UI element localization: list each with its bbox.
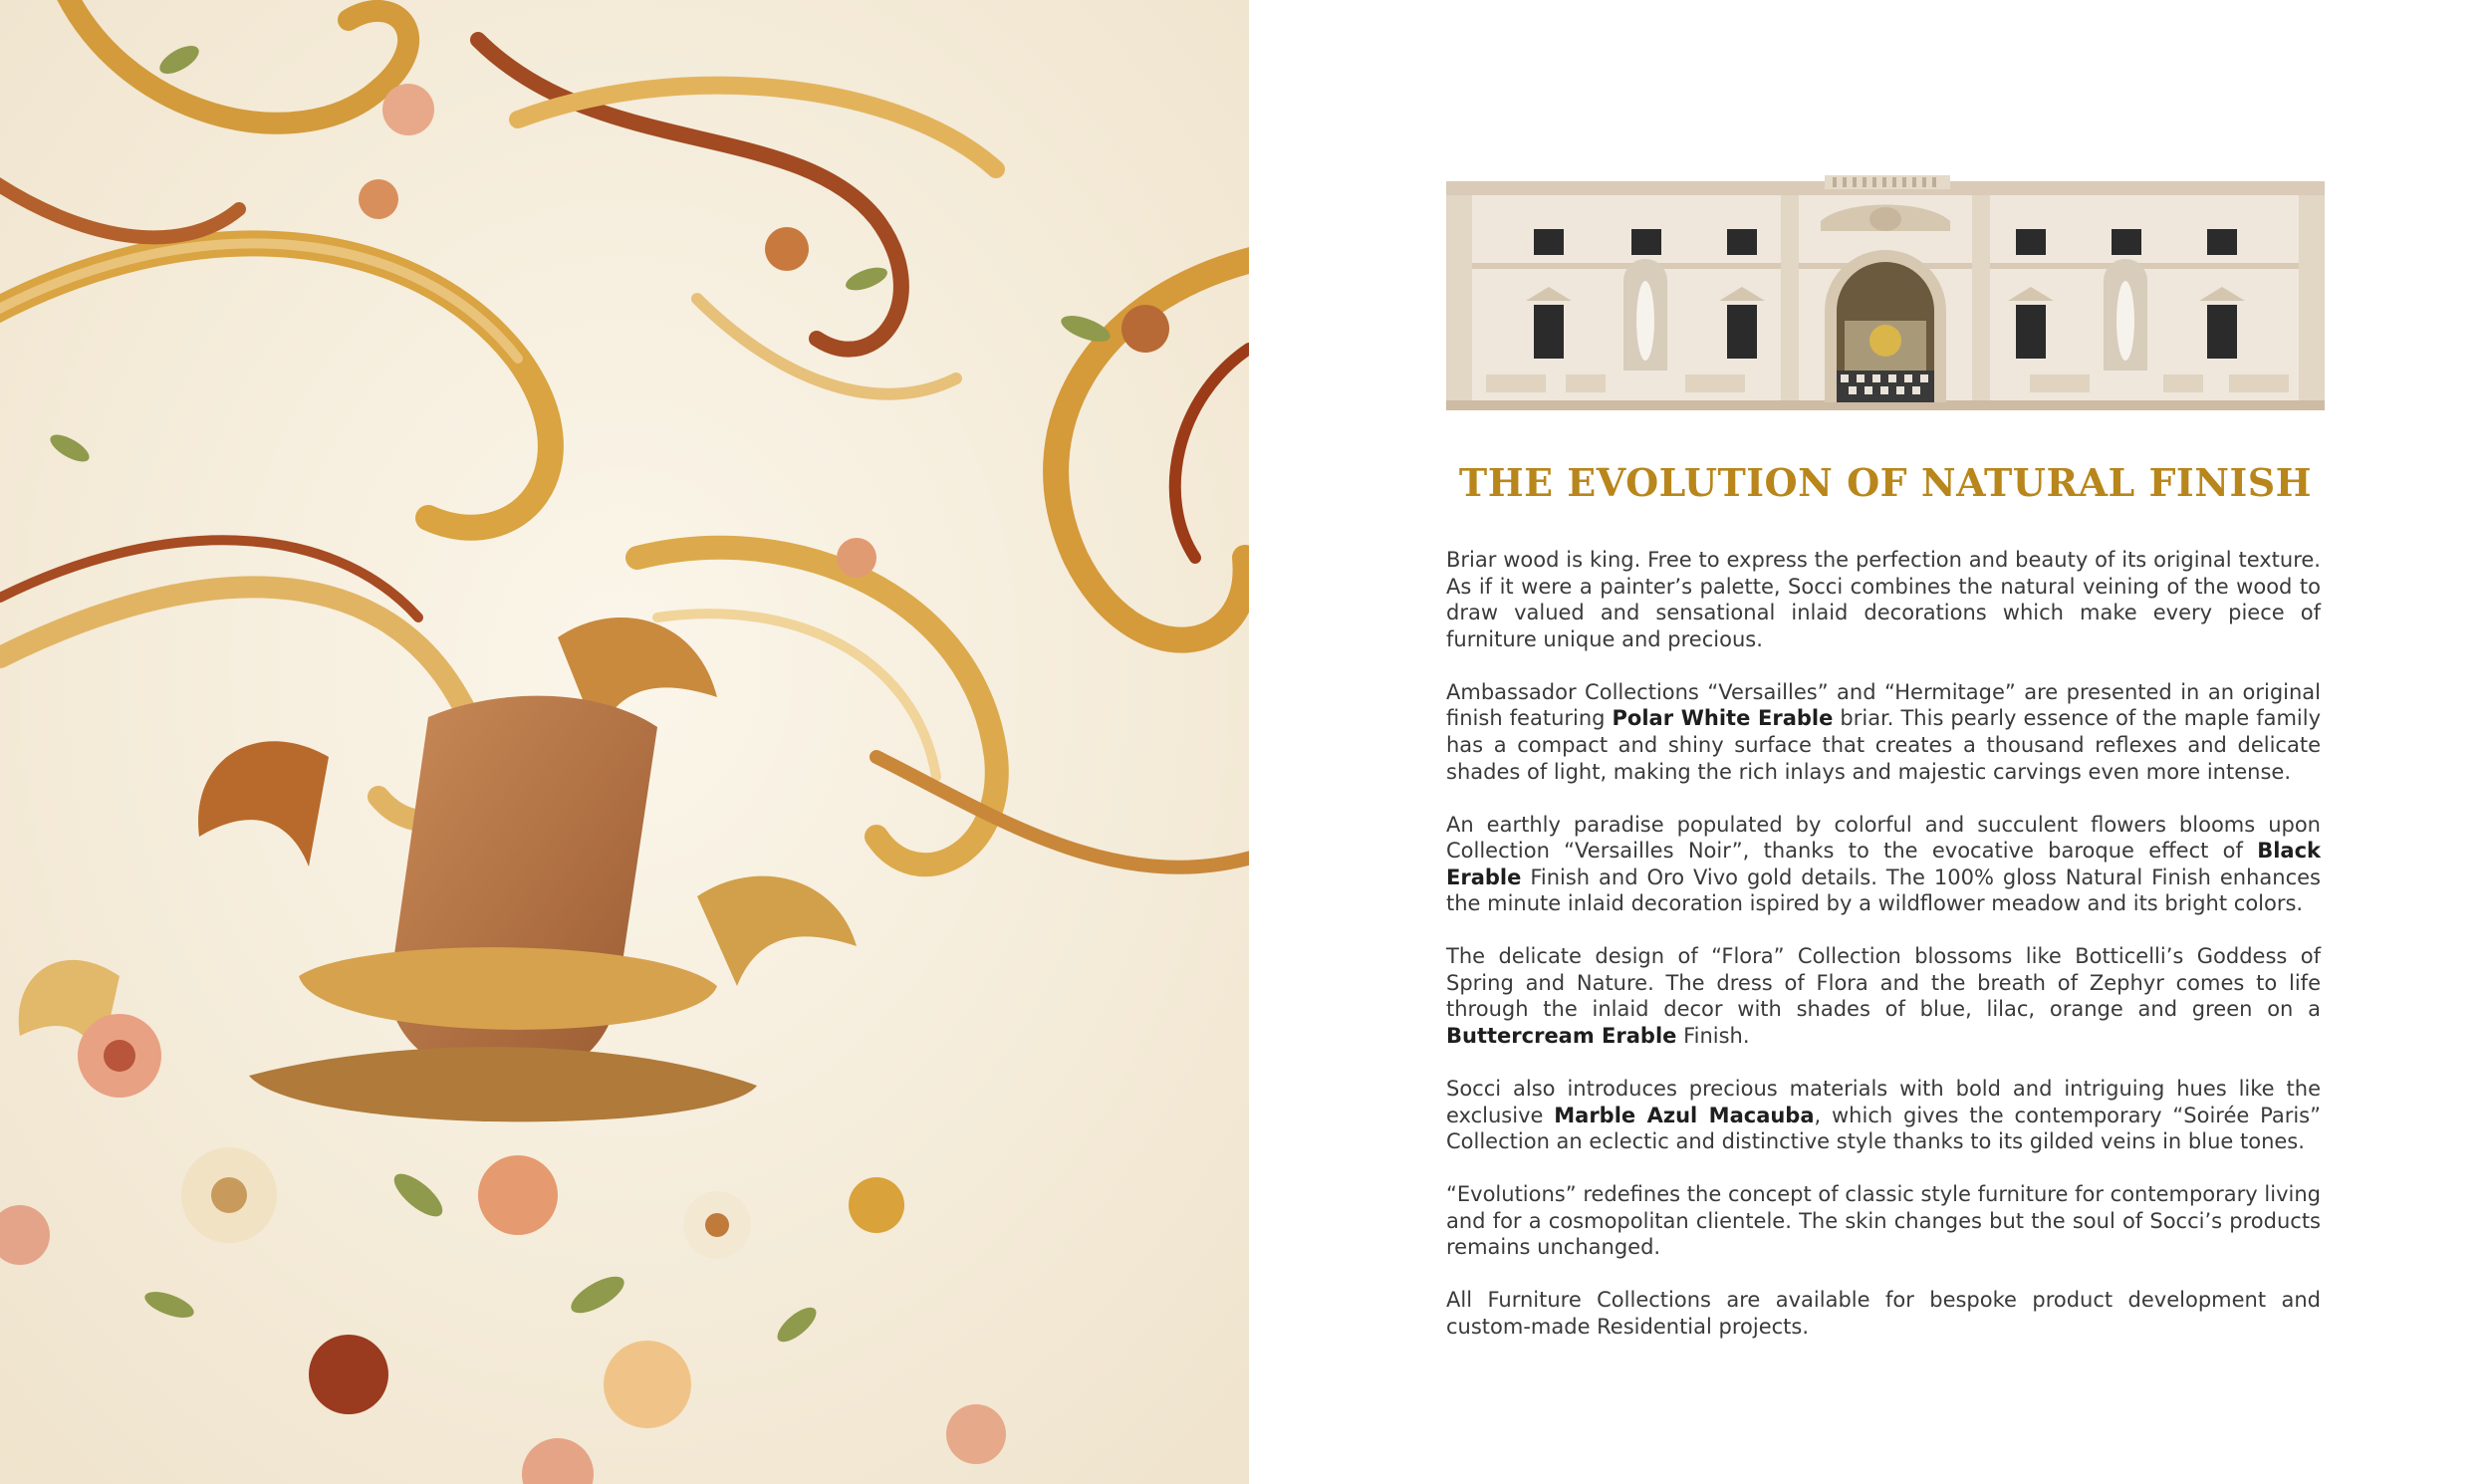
finish-name: Polar White Erable <box>1612 706 1834 731</box>
text-panel <box>1249 0 2489 1484</box>
material-name: Marble Azul Macauba <box>1554 1103 1815 1127</box>
palace-facade-icon <box>1446 171 2325 410</box>
paragraph <box>1446 812 2321 917</box>
paragraph-text: briar. This pearly essence of the maple family has a compact and shiny surface that creates a thousand reflexes and delicate shades of light, making the rich inlays and majestic carvings even more intense. <box>1446 706 2322 784</box>
paragraph <box>1446 1181 2321 1261</box>
paragraph <box>1446 679 2321 785</box>
paragraph <box>1446 1076 2321 1155</box>
paragraph-text: , which gives the contemporary “Soirée Paris” Collection an eclectic and distinctive style thanks to its gilded veins in blue tones. <box>1446 1103 2322 1154</box>
paragraph-text: Ambassador Collections “Versailles” and “Hermitage” are presented in an original finish featuring <box>1446 679 2321 731</box>
paragraph-text: Briar wood is king. Free to express the perfection and beauty of its original texture. As if it were a painter’s palette, Socci combines the natural veining of the wood to draw valued and sensational inlaid decorations which make every piece of furniture unique and precious. <box>1446 548 2321 651</box>
paragraph <box>1446 1287 2321 1340</box>
paragraph <box>1446 547 2321 652</box>
page-title: THE EVOLUTION OF NATURAL FINISH <box>1458 460 2313 505</box>
paragraph-text: Socci also introduces precious materials with bold and intriguing hues like the exclusive <box>1446 1077 2321 1127</box>
paragraph-text: “Evolutions” redefines the concept of classic style furniture for contemporary living and for a cosmopolitan clientele. The skin changes but the soul of Socci’s products remains unchanged. <box>1446 1182 2321 1260</box>
paragraph-text: All Furniture Collections are available for bespoke product development and custom-made Residential projects. <box>1446 1288 2321 1339</box>
finish-name: Buttercream Erable <box>1446 1024 1677 1049</box>
paragraph-text: Finish and Oro Vivo gold details. The 100% gloss Natural Finish enhances the minute inlaid decoration ispired by a wildflower meadow and its bright colors. <box>1446 865 2321 916</box>
paragraph-text: Finish. <box>1676 1024 1750 1049</box>
body-text <box>1446 547 2321 1366</box>
paragraph-text: An earthly paradise populated by colorful and succulent flowers blooms upon Collection “Versailles Noir”, thanks to the evocative baroque effect of <box>1446 812 2321 864</box>
paragraph-text: The delicate design of “Flora” Collection blossoms like Botticelli’s Goddess of Spring and Nature. The dress of Flora and the breath of Zephyr comes to life through the inlaid decor with shades of blue, lilac, orange and green on a <box>1446 944 2321 1022</box>
finish-name: Black Erable <box>1446 839 2321 889</box>
facade-illustration <box>1446 171 2325 410</box>
paragraph <box>1446 943 2321 1049</box>
